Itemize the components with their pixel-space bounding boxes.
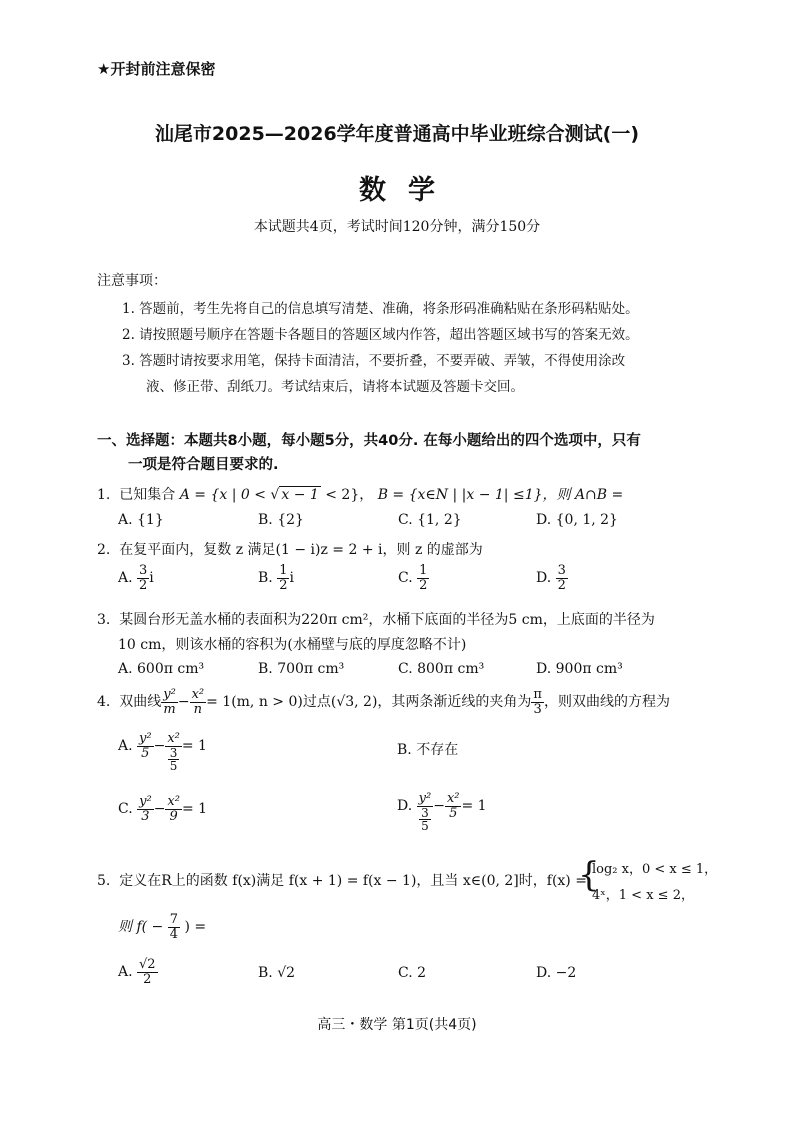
- option-a: A. $\frac{√2}{2}$: [118, 957, 156, 987]
- option-c: C. 2: [398, 965, 427, 981]
- option-b: B. 不存在: [397, 742, 459, 758]
- option-b: B. √2: [258, 965, 296, 981]
- nested-fraction: $\frac{3}{5}$: [169, 745, 178, 774]
- option-a: A. $\frac{\text{y²}}{5}$ − $\frac{\text{x²}}{\frac{3}{5}}$ = 1: [118, 731, 207, 774]
- note-item: 3. 答题时请按要求用笔，保持卡面清洁，不要折叠，不要弄破、弄皱，不得使用涂改: [122, 353, 626, 369]
- page-footer: 高三・数学 第1页(共4页): [317, 1017, 477, 1033]
- piecewise-case-1: log₂ x，0 < x ≤ 1，: [592, 862, 718, 877]
- question-number: 2.: [97, 542, 111, 558]
- fraction: $\frac{\text{y²}}{m}$: [163, 687, 176, 717]
- question-1: 1. 已知集合 A = {x | 0 < √ x − 1 < 2}， B = {x∈N | |x − 1| ≤1}，则 A∩B =: [97, 487, 624, 503]
- fraction: $\frac{3}{2}$: [139, 563, 148, 593]
- fraction: $\frac{\pi}{3}$: [533, 687, 542, 717]
- option-a: A. {1}: [118, 512, 164, 528]
- fraction: $\frac{7}{4}$: [169, 912, 179, 942]
- option-a: A. 600π cm³: [118, 661, 205, 677]
- nested-fraction: $\frac{3}{5}$: [421, 805, 429, 834]
- piecewise-case-2: 4ˣ，1 < x ≤ 2，: [592, 888, 694, 903]
- notes-heading: 注意事项：: [97, 273, 167, 289]
- option-d: D. 900π cm³: [536, 661, 623, 677]
- question-number: 5.: [97, 873, 111, 889]
- sqrt-expression: x − 1: [281, 487, 319, 503]
- option-b: B. $\frac{1}{2}$ i: [258, 563, 294, 593]
- fraction: $\frac{√2}{2}$: [139, 957, 156, 987]
- fraction: $\frac{\text{x²}}{5}$: [446, 791, 460, 821]
- option-c: C. {1, 2}: [398, 512, 462, 528]
- option-d: D. $\frac{\text{y²}}{\frac{3}{5}}$ − $\frac{\text{x²}}{5}$ = 1: [397, 791, 487, 834]
- question-5-ask: 则 f( − $\frac{7}{4}$ ) =: [118, 912, 207, 942]
- option-d: D. $\frac{3}{2}$: [536, 563, 566, 593]
- question-3-cont: 10 cm，则该水桶的容积为(水桶壁与底的厚度忽略不计): [118, 637, 467, 653]
- fraction: $\frac{\text{y²}}{3}$: [139, 794, 152, 824]
- option-d: D. −2: [536, 965, 577, 981]
- note-item: 1. 答题前，考生先将自己的信息填写清楚、准确，将条形码准确粘贴在条形码粘贴处。: [122, 301, 639, 317]
- option-a: A. $\frac{3}{2}$ i: [118, 563, 154, 593]
- exam-info: 本试题共4页，考试时间120分钟，满分150分: [253, 219, 541, 235]
- option-c: C. 800π cm³: [398, 661, 485, 677]
- section-heading-cont: 一项是符合题目要求的.: [128, 457, 279, 473]
- fraction: $\frac{\text{y²}}{\frac{3}{5}}$: [418, 791, 432, 834]
- note-item: 液、修正带、刮纸刀。考试结束后，请将本试题及答题卡交回。: [146, 379, 524, 395]
- fraction: $\frac{\text{x²}}{n}$: [191, 687, 205, 717]
- option-b: B. {2}: [258, 512, 304, 528]
- fraction: $\frac{\text{x²}}{9}$: [167, 794, 180, 824]
- question-5: 5. 定义在R上的函数 f(x)满足 f(x + 1) = f(x − 1)，且当 x∈(0, 2]时，f(x) =: [97, 873, 587, 889]
- question-2: 2. 在复平面内，复数 z 满足(1 − i)z = 2 + i，则 z 的虚部为: [97, 542, 483, 558]
- question-3: 3. 某圆台形无盖水桶的表面积为220π cm²，水桶下底面的半径为5 cm，上底面的半径为: [97, 612, 655, 628]
- fraction: $\frac{\text{x²}}{\frac{3}{5}}$: [167, 731, 180, 774]
- subject-title: 数学: [359, 175, 457, 206]
- question-4: 4. 双曲线 $\frac{\text{y²}}{m}$ − $\frac{\text{x²}}{n}$ = 1(m, n > 0)过点(√3, 2)，其两条渐近线的夹角为 $\frac{\pi}{3}$ ，则双曲线的方程为: [97, 687, 670, 717]
- question-number: 1.: [97, 487, 111, 503]
- fraction: $\frac{\text{y²}}{5}$: [139, 731, 152, 761]
- section-heading: 一、选择题：本题共8小题，每小题5分，共40分. 在每小题给出的四个选项中，只有: [97, 433, 641, 449]
- fraction: $\frac{1}{2}$: [419, 563, 428, 593]
- question-number: 3.: [97, 612, 111, 628]
- piecewise-brace: {: [578, 855, 600, 895]
- fraction: $\frac{1}{2}$: [279, 563, 288, 593]
- confidential-notice: ★开封前注意保密: [97, 60, 216, 78]
- option-b: B. 700π cm³: [258, 661, 345, 677]
- fraction: $\frac{3}{2}$: [557, 563, 566, 593]
- option-c: C. $\frac{\text{y²}}{3}$ − $\frac{\text{x²}}{9}$ = 1: [118, 794, 208, 824]
- note-item: 2. 请按照题号顺序在答题卡各题目的答题区域内作答，超出答题区域书写的答案无效。: [122, 327, 639, 343]
- option-c: C. $\frac{1}{2}$: [398, 563, 428, 593]
- question-number: 4.: [97, 694, 111, 711]
- exam-title: 汕尾市2025—2026学年度普通高中毕业班综合测试(一): [154, 123, 640, 145]
- option-d: D. {0, 1, 2}: [536, 512, 618, 528]
